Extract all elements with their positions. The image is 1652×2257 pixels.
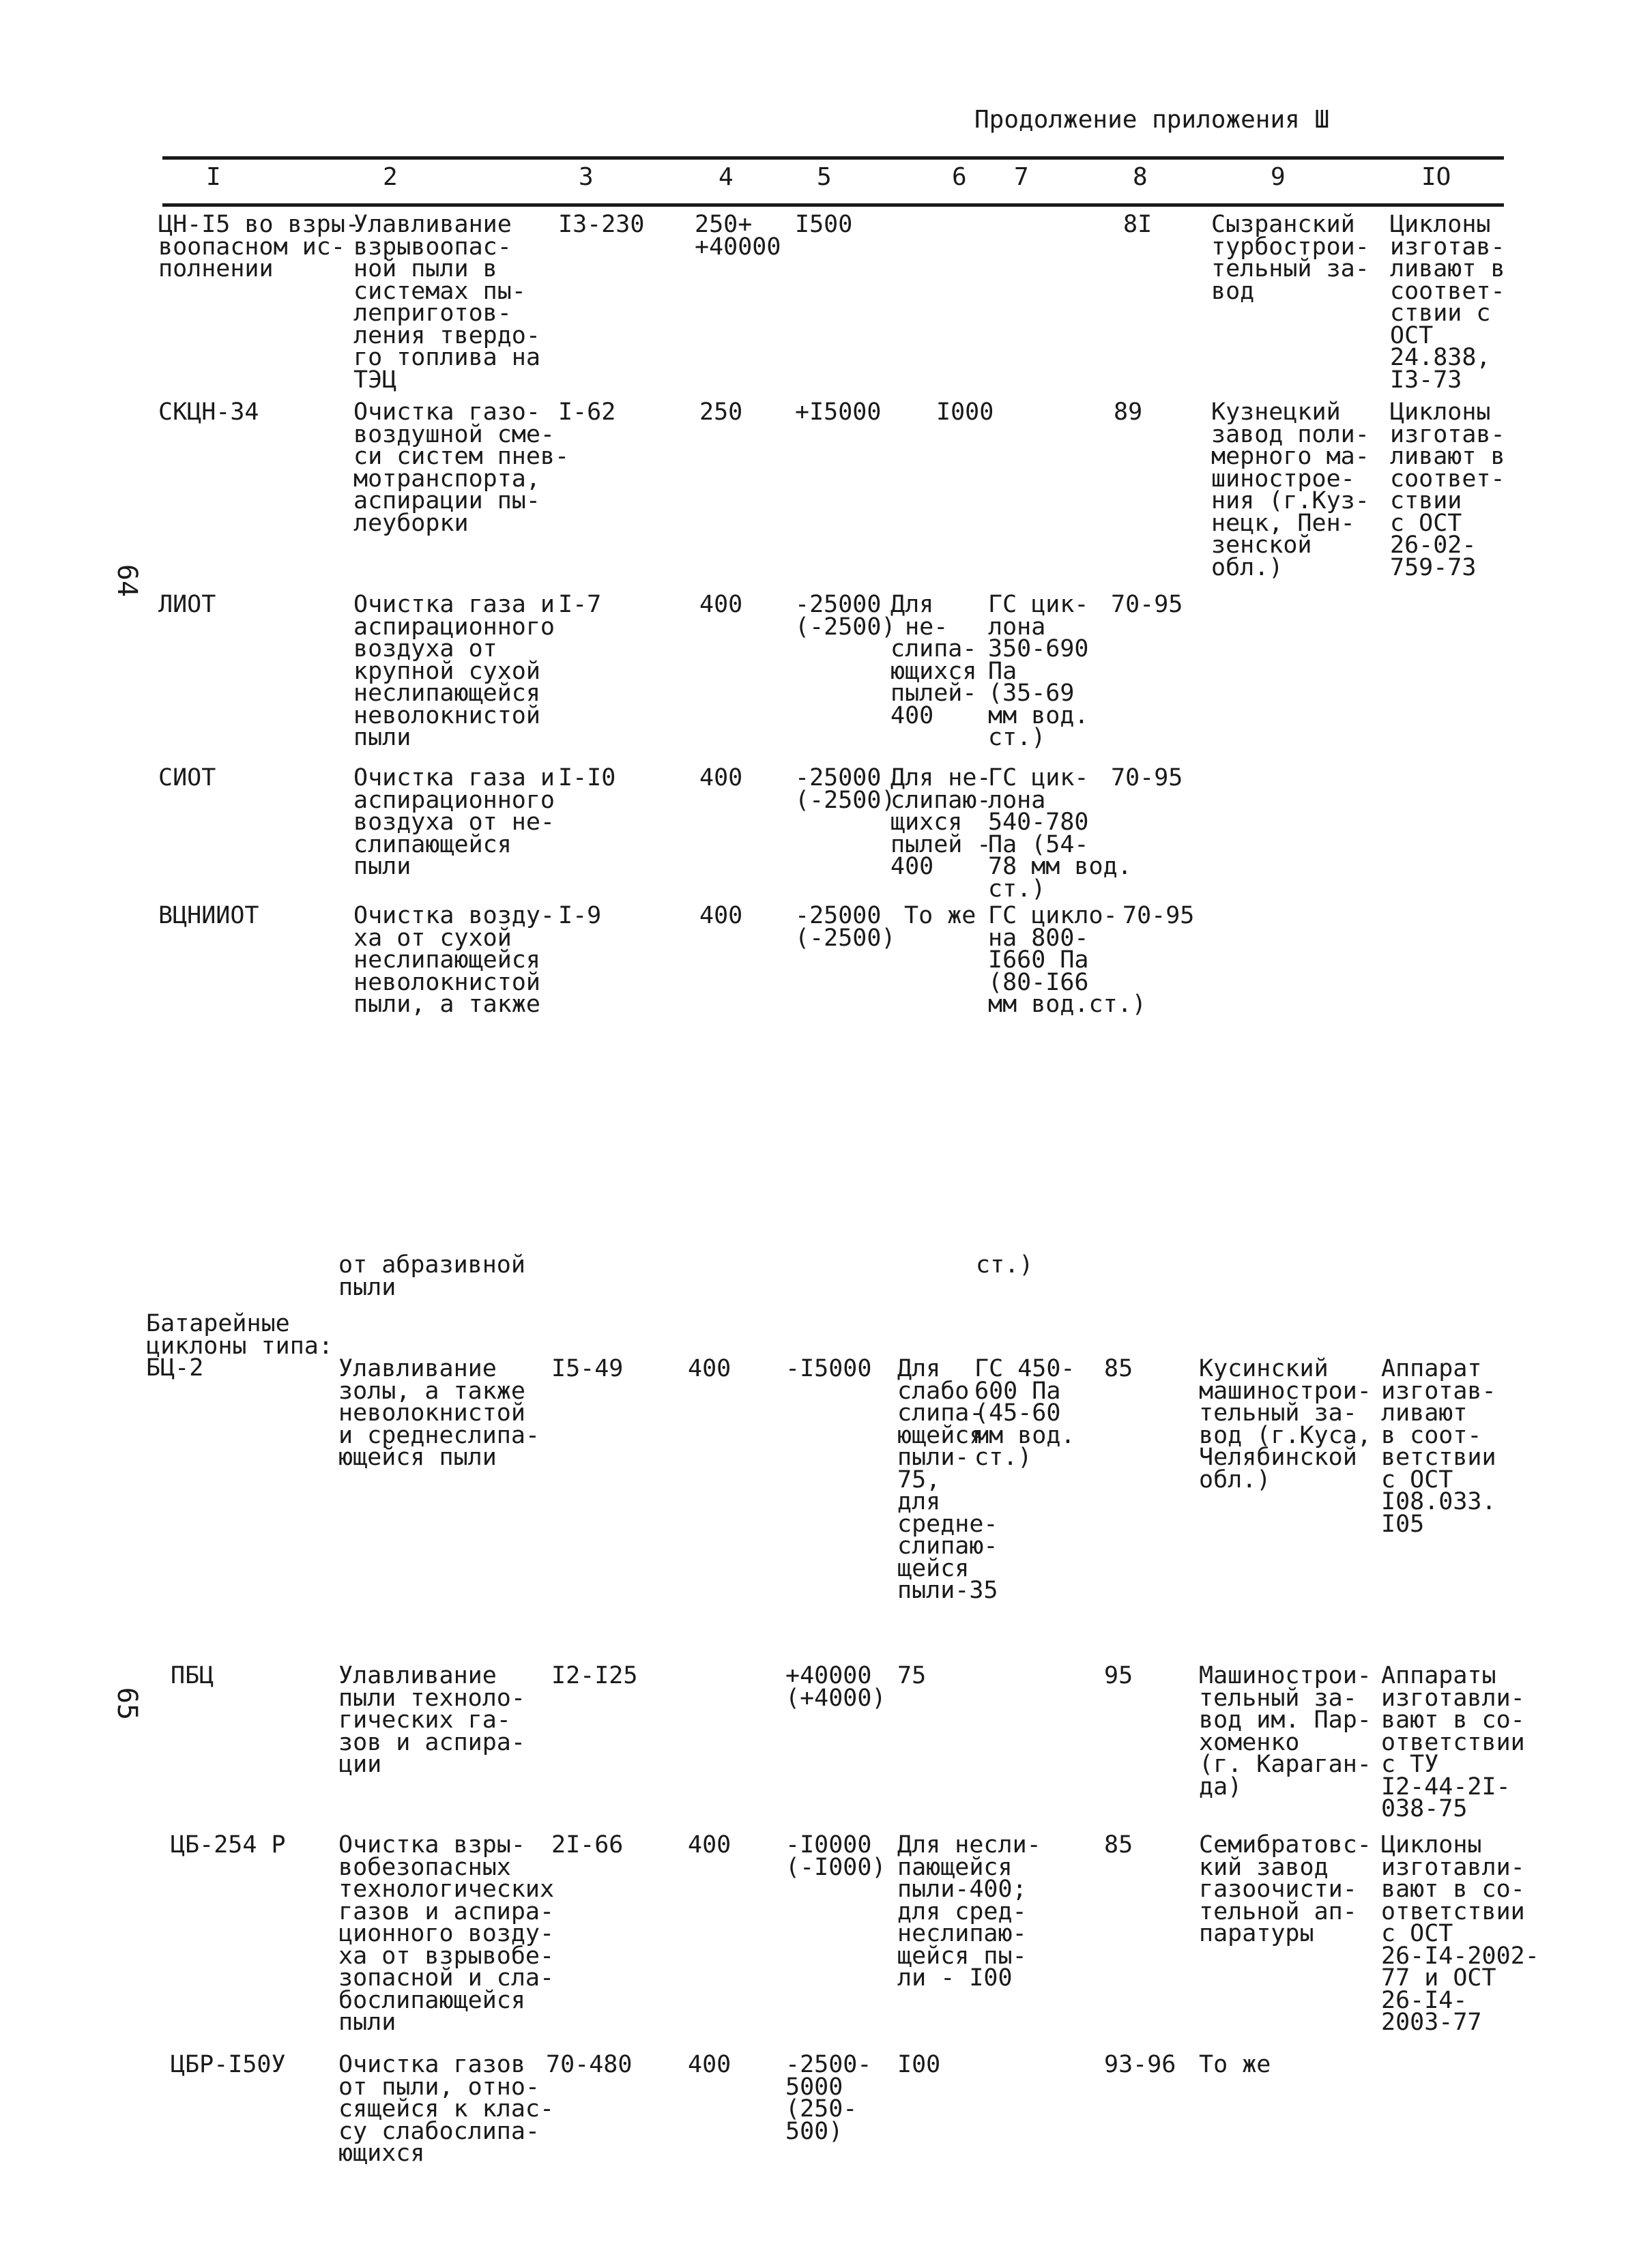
row10-c4: 400: [688, 2051, 731, 2078]
row4-c3: I-I0: [558, 764, 616, 791]
row3-c7: ГС цик- лона 350-690 Па (35-69 мм вод. ст.): [988, 591, 1089, 751]
row9-c3: 2I-66: [551, 1831, 624, 1859]
row2-c4: 250: [699, 398, 743, 426]
column-header-2: 2: [383, 163, 398, 191]
row7-c7: ГС 450- 600 Па (45-60 мм вод. ст.): [974, 1355, 1075, 1471]
row2-c9: Кузнецкий завод поли- мерного ма- шинострое- ния (г.Куз- нецк, Пен- зенской обл.): [1211, 398, 1370, 581]
row8-c8: 95: [1104, 1662, 1133, 1689]
row8-c5: +40000 (+4000): [785, 1662, 886, 1712]
row3-purpose: Очистка газа и аспирационного воздуха от крупной сухой неслипающейся неволокнистой пыли: [353, 591, 555, 751]
row8-purpose: Улавливание пыли техноло- гических га- зов и аспира- ции: [338, 1662, 525, 1778]
row9-c4: 400: [688, 1831, 731, 1859]
table-top-rule: [162, 156, 1504, 160]
row4-c7: ГС цик- лона 540-780 Па (54- 78 мм вод. ст.): [988, 764, 1132, 903]
row2-c10: Циклоны изготав- ливают в соответ- ствии с ОСТ 26-02- 759-73: [1390, 398, 1505, 581]
page-number-lower: 65: [111, 1687, 143, 1721]
row9-c6: Для несли- пающейся пыли-400; для сред- неслипаю- щейся пы- ли - I00: [897, 1831, 1041, 1992]
row4-c5: -25000 (-2500): [795, 764, 896, 814]
column-header-8: 8: [1133, 163, 1148, 191]
row3-c8: 70-95: [1111, 591, 1183, 618]
column-header-1: I: [206, 163, 221, 191]
row7-purpose: Улавливание золы, а также неволокнистой и среднеслипа- ющейся пыли: [338, 1355, 540, 1471]
row10-c3: 70-480: [546, 2051, 633, 2078]
row8-c6: 75: [897, 1662, 927, 1689]
row2-c8: 89: [1114, 398, 1143, 426]
row10-purpose: Очистка газов от пыли, отно- сящейся к клас- су слабослипа- ющихся: [338, 2051, 555, 2167]
row5-c8: 70-95: [1122, 902, 1195, 929]
row1-purpose: Улавливание взрывоопас- ной пыли в системах пы- леприготов- ления твердо- го топлива на ТЭЦ: [353, 211, 540, 394]
page-number-upper: 64: [111, 564, 143, 598]
row10-name: ЦБР-I50У: [171, 2051, 286, 2078]
row3-c4: 400: [699, 591, 743, 618]
row4-purpose: Очистка газа и аспирационного воздуха от не- слипающейся пыли: [353, 764, 555, 880]
row1-c8: 8I: [1123, 211, 1153, 238]
row6-purpose: от абразивной пыли: [338, 1251, 525, 1301]
column-header-4: 4: [719, 163, 734, 191]
row2-c5: +I5000: [795, 398, 882, 426]
row8-name: ПБЦ: [171, 1662, 214, 1689]
row5-c7: ГС цикло- на 800- I660 Па (80-I66 мм вод.ст.): [988, 902, 1146, 1018]
row9-c8: 85: [1104, 1831, 1133, 1859]
row1-c4: 250+ +40000: [695, 211, 781, 261]
row1-c5: I500: [795, 211, 853, 238]
row3-c6: Для не- слипа- ющихся пылей- 400: [890, 591, 977, 729]
column-header-10: IO: [1421, 163, 1451, 191]
row9-c5: -I0000 (-I000): [785, 1831, 886, 1881]
row9-c10: Циклоны изготавли- вают в со- ответствии с ОСТ 26-I4-2002- 77 и ОСТ 26-I4- 2003-77: [1381, 1831, 1539, 2036]
row4-name: СИОТ: [158, 764, 216, 791]
row8-c3: I2-I25: [551, 1662, 638, 1689]
row10-c5: -2500- 5000 (250- 500): [785, 2051, 872, 2145]
row9-c9: Семибратовс- кий завод газоочисти- тельной ап- паратуры: [1199, 1831, 1372, 1947]
table-caption: Продолжение приложения Ш: [974, 106, 1330, 134]
row7-c8: 85: [1104, 1355, 1133, 1382]
table-header-rule: [162, 203, 1504, 207]
row7-c9: Кусинский машинострои- тельный за- вод (г.Куса, Челябинской обл.): [1199, 1355, 1372, 1494]
row3-c5: -25000 (-2500): [795, 591, 896, 641]
row5-c4: 400: [699, 902, 743, 929]
row8-c9: Машинострои- тельный за- вод им. Пар- хоменко (г. Караган- да): [1199, 1662, 1372, 1801]
row5-c6: То же: [904, 902, 976, 929]
row3-c3: I-7: [558, 591, 602, 618]
row4-c4: 400: [699, 764, 743, 791]
column-header-6: 6: [952, 163, 967, 191]
row10-c9: То же: [1199, 2051, 1271, 2078]
row2-c3: I-62: [558, 398, 616, 426]
row6-c7: ст.): [976, 1251, 1034, 1279]
column-header-5: 5: [817, 163, 832, 191]
row7-c3: I5-49: [551, 1355, 624, 1382]
row5-c5: -25000 (-2500): [795, 902, 896, 952]
row4-c6: Для не- слипаю- щихся пылей - 400: [890, 764, 991, 880]
row2-c6: I000: [936, 398, 994, 426]
row7-name: Батарейные циклоны типа: БЦ-2: [146, 1310, 333, 1382]
row2-purpose: Очистка газо- воздушной сме- си систем пнев- мотранспорта, аспирации пы- леуборки: [353, 398, 570, 537]
row8-c10: Аппараты изготавли- вают в со- ответствии с ТУ I2-44-2I- 038-75: [1381, 1662, 1525, 1822]
row2-name: СКЦН-34: [158, 398, 259, 426]
column-header-7: 7: [1014, 163, 1029, 191]
column-header-9: 9: [1271, 163, 1286, 191]
row5-name: ВЦНИИОТ: [158, 902, 259, 929]
row10-c6: I00: [897, 2051, 941, 2078]
row7-c6: Для слабо слипа- ющейся пыли- 75, для средне- слипаю- щейся пыли-35: [897, 1355, 998, 1604]
row9-purpose: Очистка взры- вобезопасных технологических газов и аспира- ционного возду- ха от взрывобе- зопасной и сла- бослипающейся пыли: [338, 1831, 555, 2036]
row10-c8: 93-96: [1104, 2051, 1176, 2078]
row1-c10: Циклоны изготав- ливают в соответ- ствии с ОСТ 24.838, I3-73: [1390, 211, 1505, 394]
row1-c9: Сызранский турбострои- тельный за- вод: [1211, 211, 1370, 305]
row5-c3: I-9: [558, 902, 602, 929]
row1-c3: I3-230: [558, 211, 645, 238]
row7-c5: -I5000: [785, 1355, 872, 1382]
row5-purpose: Очистка возду- ха от сухой неслипающейся неволокнистой пыли, а также: [353, 902, 555, 1018]
row9-name: ЦБ-254 Р: [171, 1831, 286, 1859]
row7-c10: Аппарат изготав- ливают в соот- ветствии с ОСТ I08.033. I05: [1381, 1355, 1496, 1538]
row4-c8: 70-95: [1111, 764, 1183, 791]
row7-c4: 400: [688, 1355, 731, 1382]
row1-name: ЦН-I5 во взры- воопасном ис- полнении: [158, 211, 360, 282]
column-header-3: 3: [579, 163, 594, 191]
row3-name: ЛИОТ: [158, 591, 216, 618]
